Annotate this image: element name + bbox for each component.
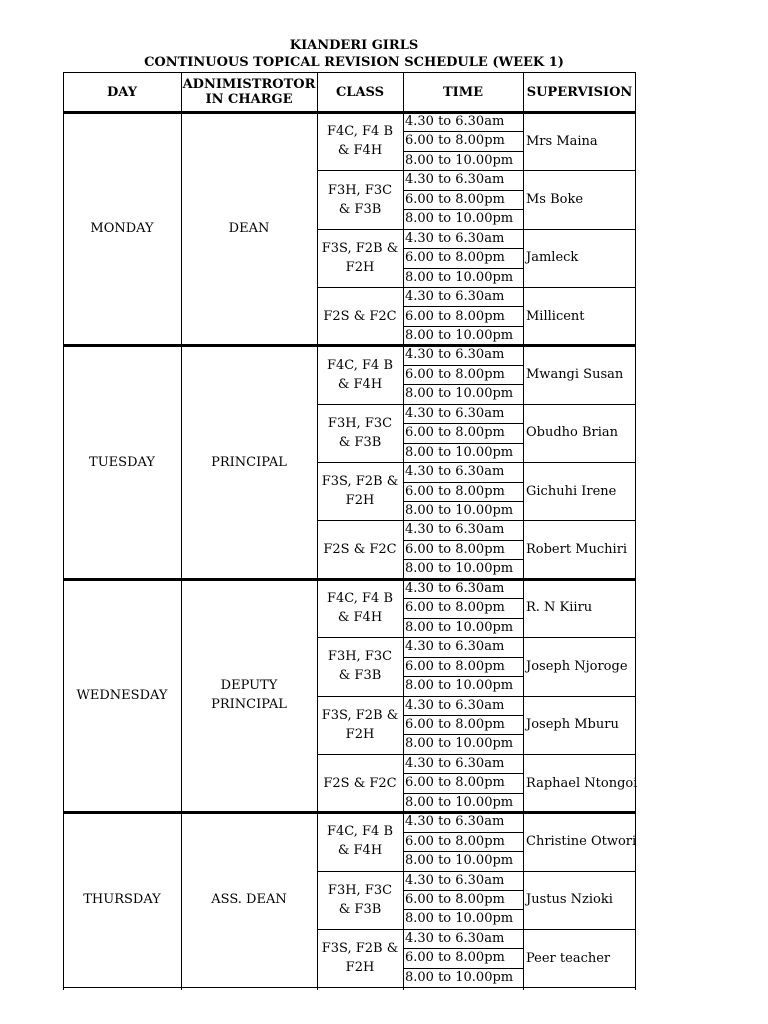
- time-slot: 6.00 to 8.00pm: [405, 366, 505, 382]
- supervisor-cell: Raphael Ntongoi: [526, 775, 638, 791]
- time-slot: 4.30 to 6.30am: [405, 347, 505, 363]
- rule-line: [403, 657, 524, 658]
- rule-line: [403, 832, 524, 833]
- rule-line: [403, 734, 524, 735]
- rule-line: [63, 987, 636, 988]
- rule-line: [403, 909, 524, 910]
- rule-line: [403, 306, 524, 307]
- header-day: DAY: [107, 84, 137, 100]
- rule-line: [403, 190, 524, 191]
- rule-line: [403, 559, 524, 560]
- time-slot: 4.30 to 6.30am: [405, 639, 505, 655]
- class-cell: F3S, F2B & F2H: [321, 941, 399, 976]
- time-slot: 4.30 to 6.30am: [405, 464, 505, 480]
- time-slot: 8.00 to 10.00pm: [405, 736, 514, 752]
- time-slot: 8.00 to 10.00pm: [405, 386, 514, 402]
- time-slot: 4.30 to 6.30am: [405, 289, 505, 305]
- class-cell: F4C, F4 B & F4H: [326, 590, 393, 625]
- rule-line: [63, 72, 636, 73]
- time-slot: 6.00 to 8.00pm: [405, 775, 505, 791]
- class-cell: F2S & F2C: [323, 775, 397, 791]
- time-slot: 6.00 to 8.00pm: [405, 950, 505, 966]
- rule-line: [403, 540, 524, 541]
- time-slot: 6.00 to 8.00pm: [405, 892, 505, 907]
- time-slot: 6.00 to 8.00pm: [405, 191, 505, 207]
- time-slot: 4.30 to 6.30am: [405, 405, 505, 421]
- time-slot: 8.00 to 10.00pm: [405, 969, 514, 985]
- time-slot: 8.00 to 10.00pm: [405, 444, 514, 460]
- supervisor-cell: Mrs Maina: [526, 133, 598, 149]
- time-slot: 8.00 to 10.00pm: [405, 911, 514, 927]
- supervisor-cell: Obudho Brian: [526, 425, 619, 441]
- time-slot: 6.00 to 8.00pm: [405, 658, 505, 674]
- supervisor-cell: Joseph Mburu: [526, 717, 619, 733]
- time-slot: 6.00 to 8.00pm: [405, 716, 505, 732]
- rule-line: [403, 773, 524, 774]
- supervisor-cell: Jamleck: [526, 250, 579, 266]
- class-cell: F4C, F4 B & F4H: [326, 357, 393, 392]
- class-cell: F3H, F3C & F3B: [327, 415, 393, 450]
- time-slot: 8.00 to 10.00pm: [405, 678, 514, 694]
- school-title: KIANDERI GIRLS: [289, 38, 419, 53]
- time-slot: 4.30 to 6.30am: [405, 872, 505, 888]
- time-slot: 6.00 to 8.00pm: [405, 308, 505, 324]
- class-cell: F4C, F4 B & F4H: [326, 124, 393, 159]
- time-slot: 4.30 to 6.30am: [405, 230, 505, 246]
- class-cell: F2S & F2C: [323, 542, 397, 558]
- rule-line: [403, 131, 524, 132]
- rule-line: [403, 793, 524, 794]
- supervisor-cell: Gichuhi Irene: [526, 483, 617, 499]
- supervisor-cell: Peer teacher: [526, 950, 611, 966]
- time-slot: 4.30 to 6.30am: [405, 697, 505, 713]
- rule-line: [403, 618, 524, 619]
- supervisor-cell: Christine Otwori: [526, 833, 637, 849]
- header-class: CLASS: [335, 84, 385, 100]
- supervisor-cell: Robert Muchiri: [526, 542, 628, 558]
- time-slot: 8.00 to 10.00pm: [405, 503, 514, 518]
- class-cell: F3S, F2B & F2H: [321, 707, 399, 742]
- time-slot: 4.30 to 6.30am: [405, 814, 505, 830]
- supervisor-cell: Millicent: [526, 308, 585, 324]
- rule-line: [403, 715, 524, 716]
- header-time: TIME: [442, 84, 484, 100]
- day-cell: WEDNESDAY: [76, 687, 168, 703]
- time-slot: 8.00 to 10.00pm: [405, 794, 514, 810]
- rule-line: [403, 501, 524, 502]
- time-slot: 6.00 to 8.00pm: [405, 133, 505, 149]
- supervisor-cell: Joseph Njoroge: [526, 658, 628, 674]
- time-slot: 4.30 to 6.30am: [405, 172, 505, 188]
- time-slot: 4.30 to 6.30am: [405, 114, 505, 129]
- supervisor-cell: Ms Boke: [526, 192, 584, 208]
- class-cell: F3S, F2B & F2H: [321, 240, 399, 275]
- rule-line: [403, 209, 524, 210]
- supervisor-cell: R. N Kiiru: [526, 600, 593, 616]
- day-cell: MONDAY: [90, 221, 154, 237]
- time-slot: 8.00 to 10.00pm: [405, 619, 514, 635]
- class-cell: F3H, F3C & F3B: [327, 882, 393, 917]
- time-slot: 4.30 to 6.30am: [405, 580, 505, 596]
- column-divider: [317, 72, 318, 990]
- rule-line: [403, 268, 524, 269]
- rule-line: [403, 443, 524, 444]
- time-slot: 8.00 to 10.00pm: [405, 853, 514, 869]
- day-cell: TUESDAY: [89, 454, 155, 470]
- rule-line: [403, 482, 524, 483]
- rule-line: [403, 948, 524, 949]
- time-slot: 8.00 to 10.00pm: [405, 211, 514, 227]
- time-slot: 4.30 to 6.30am: [405, 522, 505, 538]
- class-cell: F2S & F2C: [323, 308, 397, 324]
- class-cell: F3H, F3C & F3B: [327, 182, 393, 217]
- class-cell: F4C, F4 B & F4H: [326, 824, 393, 859]
- header-supervision: SUPERVISION: [526, 84, 633, 100]
- time-slot: 6.00 to 8.00pm: [405, 250, 505, 266]
- time-slot: 8.00 to 10.00pm: [405, 269, 514, 285]
- time-slot: 6.00 to 8.00pm: [405, 483, 505, 499]
- class-cell: F3S, F2B & F2H: [321, 474, 399, 509]
- rule-line: [403, 423, 524, 424]
- time-slot: 6.00 to 8.00pm: [405, 600, 505, 616]
- time-slot: 8.00 to 10.00pm: [405, 561, 514, 577]
- admin-cell: DEAN: [228, 221, 270, 237]
- header-admin: ADNIMISTROTOR IN CHARGE: [182, 77, 316, 107]
- time-slot: 6.00 to 8.00pm: [405, 541, 505, 557]
- rule-line: [403, 598, 524, 599]
- time-slot: 8.00 to 10.00pm: [405, 152, 514, 168]
- supervisor-cell: Mwangi Susan: [526, 367, 624, 383]
- schedule-title: CONTINUOUS TOPICAL REVISION SCHEDULE (WEEK 1): [144, 55, 564, 70]
- rule-line: [403, 326, 524, 327]
- rule-line: [403, 851, 524, 852]
- admin-cell: PRINCIPAL: [211, 454, 287, 470]
- rule-line: [403, 890, 524, 891]
- admin-cell: ASS. DEAN: [211, 892, 287, 908]
- rule-line: [403, 384, 524, 385]
- rule-line: [403, 968, 524, 969]
- time-slot: 4.30 to 6.30am: [405, 930, 505, 946]
- day-cell: THURSDAY: [83, 892, 161, 908]
- rule-line: [403, 365, 524, 366]
- time-slot: 4.30 to 6.30am: [405, 755, 505, 771]
- rule-line: [403, 676, 524, 677]
- schedule-table: [63, 72, 636, 990]
- rule-line: [403, 151, 524, 152]
- supervisor-cell: Justus Nzioki: [526, 892, 613, 908]
- admin-cell: DEPUTY PRINCIPAL: [211, 678, 287, 713]
- time-slot: 6.00 to 8.00pm: [405, 833, 505, 849]
- class-cell: F3H, F3C & F3B: [327, 649, 393, 684]
- time-slot: 8.00 to 10.00pm: [405, 327, 514, 343]
- time-slot: 6.00 to 8.00pm: [405, 425, 505, 441]
- rule-line: [403, 248, 524, 249]
